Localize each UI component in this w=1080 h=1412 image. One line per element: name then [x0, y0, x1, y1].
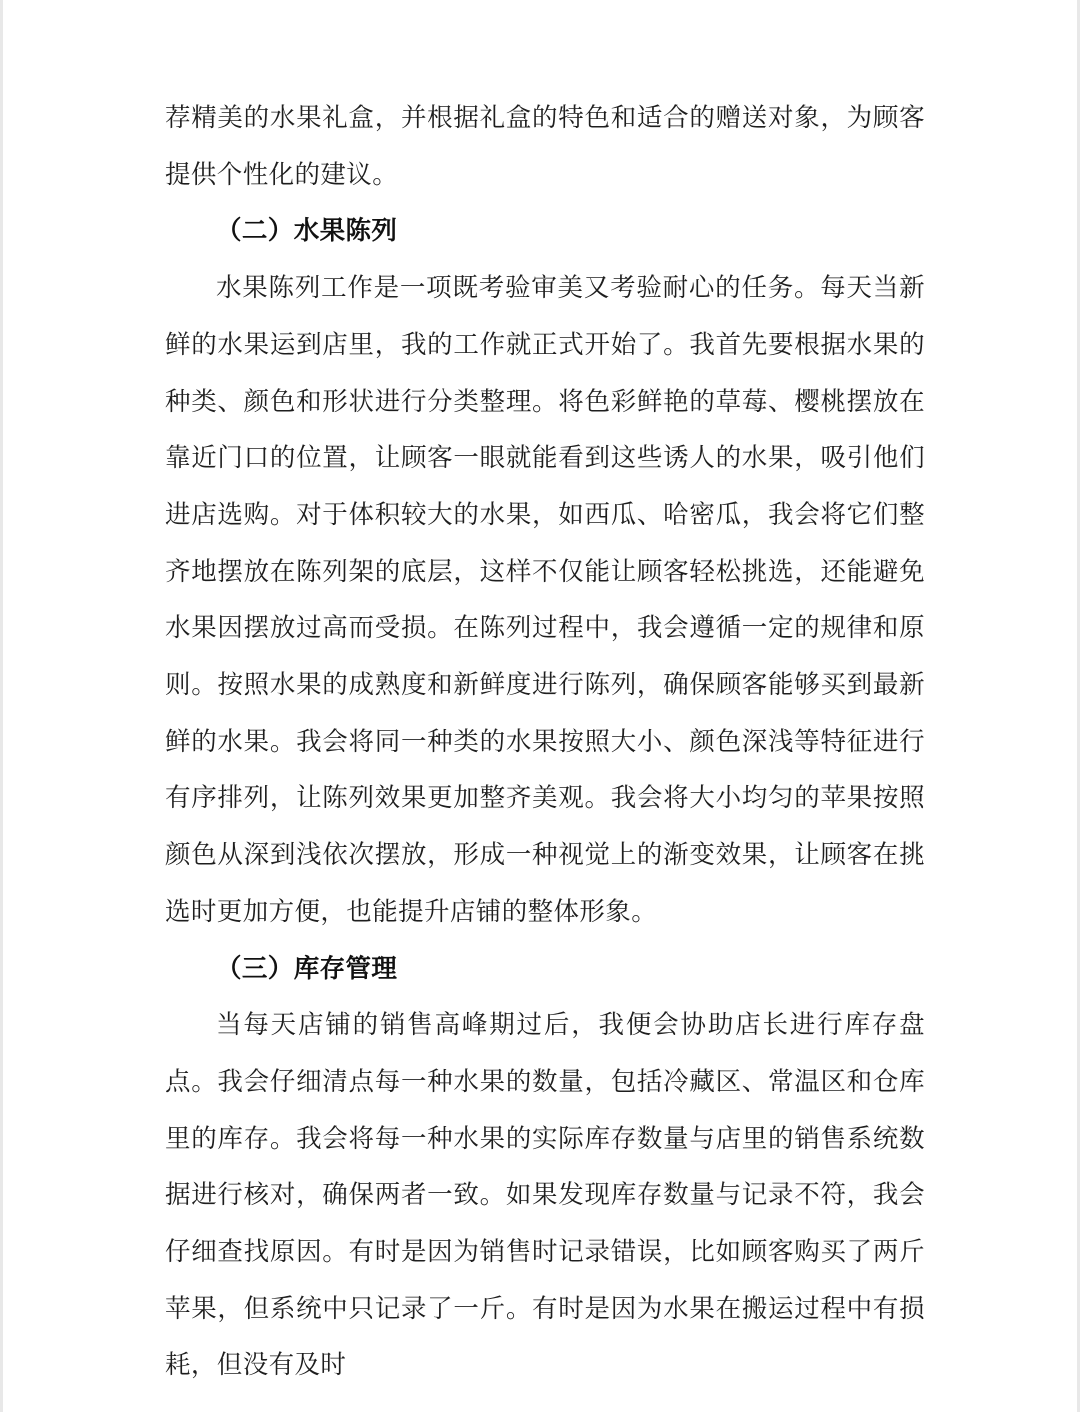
paragraph-fruit-display: 水果陈列工作是一项既考验审美又考验耐心的任务。每天当新鲜的水果运到店里，我的工作就正式开始了。我首先要根据水果的种类、颜色和形状进行分类整理。将色彩鲜艳的草莓、樱桃摆放在靠近门口的位置，让顾客一眼就能看到这些诱人的水果，吸引他们进店选购。对于体积较大的水果，如西瓜、哈密瓜，我会将它们整齐地摆放在陈列架的底层，这样不仅能让顾客轻松挑选，还能避免水果因摆放过高而受损。在陈列过程中，我会遵循一定的规律和原则。按照水果的成熟度和新鲜度进行陈列，确保顾客能够买到最新鲜的水果。我会将同一种类的水果按照大小、颜色深浅等特征进行有序排列，让陈列效果更加整齐美观。我会将大小均匀的苹果按照颜色从深到浅依次摆放，形成一种视觉上的渐变效果，让顾客在挑选时更加方便，也能提升店铺的整体形象。: [165, 273, 925, 927]
paragraph-gift-box-continuation: 荐精美的水果礼盒，并根据礼盒的特色和适合的赠送对象，为顾客提供个性化的建议。: [165, 103, 925, 190]
page-edge-left: [0, 0, 3, 1412]
document-body: [165, 90, 925, 1394]
paragraph-inventory-management: 当每天店铺的销售高峰期过后，我便会协助店长进行库存盘点。我会仔细清点每一种水果的数量，包括冷藏区、常温区和仓库里的库存。我会将每一种水果的实际库存数量与店里的销售系统数据进行核对，确保两者一致。如果发现库存数量与记录不符，我会仔细查找原因。有时是因为销售时记录错误，比如顾客购买了两斤苹果，但系统中只记录了一斤。有时是因为水果在搬运过程中有损耗，但没有及时: [165, 1010, 925, 1381]
section-heading-fruit-display: （二）水果陈列: [216, 216, 398, 247]
section-heading-inventory-management: （三）库存管理: [216, 953, 398, 984]
